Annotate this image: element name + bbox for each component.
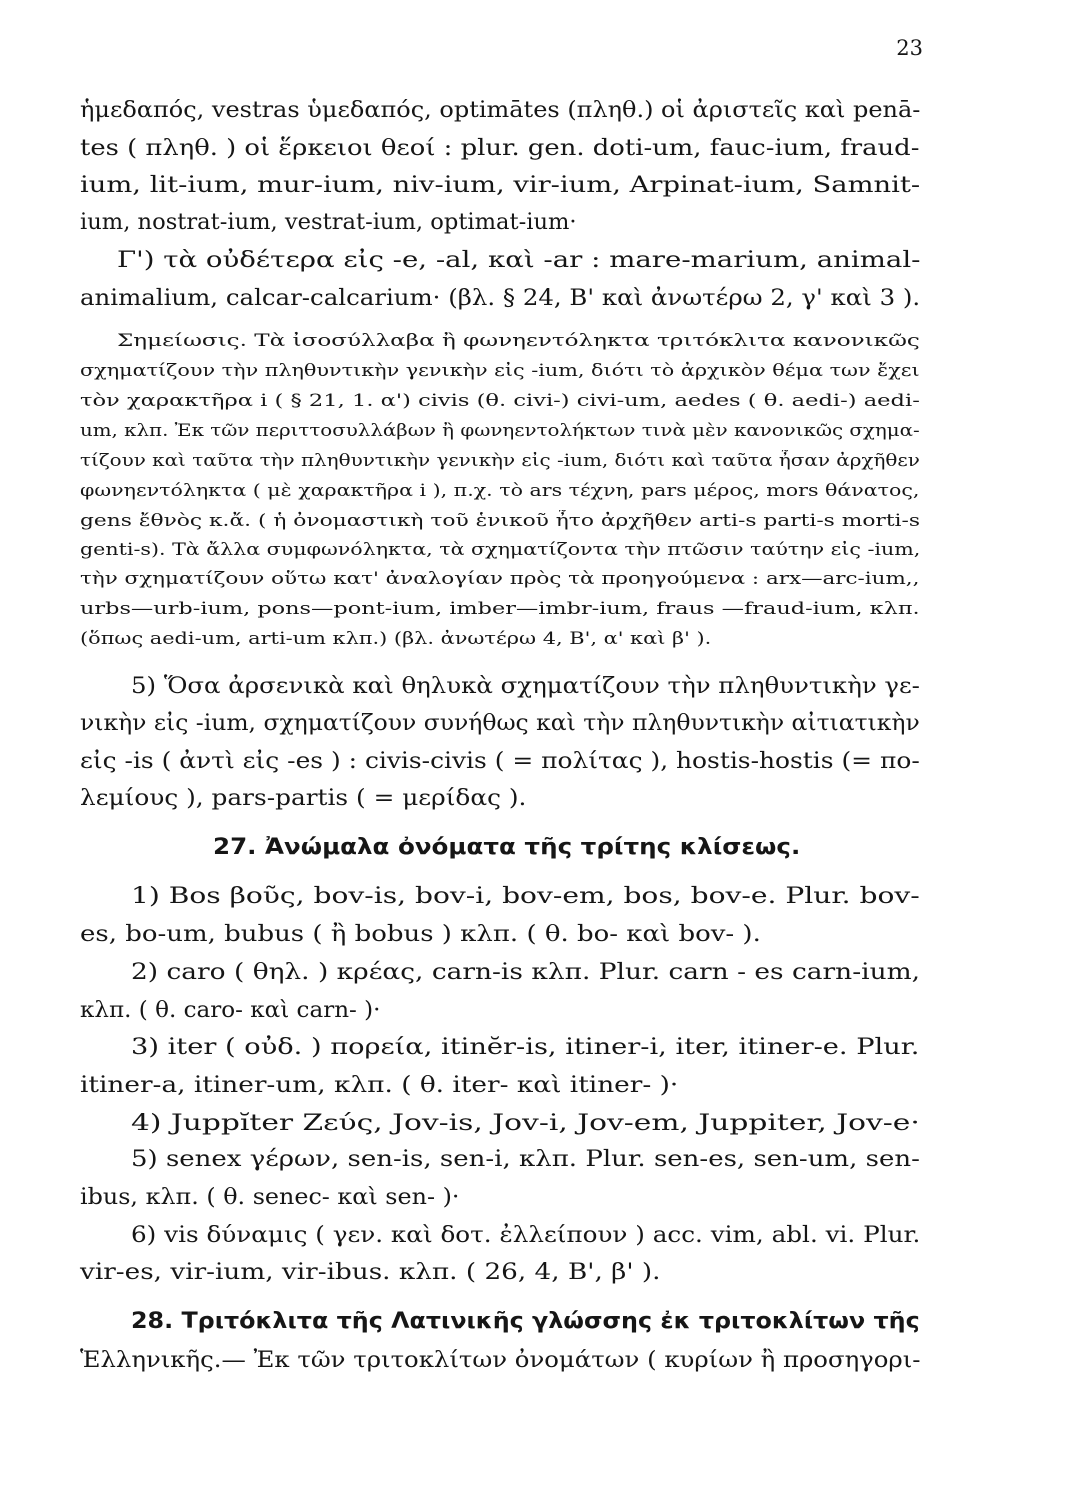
text-line: 1) Bos βοῦς, bov-is, bov-i, bov-em, bos, bov-e. Plur. bov- bbox=[131, 883, 920, 909]
text-line: 6) vis δύναμις ( γεν. καὶ δοτ. ἐλλείπουν ) acc. vim, abl. vi. Plur. bbox=[131, 1222, 921, 1248]
text-line: 3) iter ( οὐδ. ) πορεία, itinĕr-is, itiner-i, iter, itiner-e. Plur. bbox=[131, 1034, 920, 1060]
text-line: ibus, κλπ. ( θ. senec- καὶ sen- )· bbox=[80, 1184, 460, 1210]
text-line: animalium, calcar-calcarium· (βλ. § 24, Β' καὶ ἀνωτέρω 2, γ' καὶ 3 ). bbox=[80, 285, 921, 311]
note-line: τίζουν καὶ ταῦτα τὴν πληθυντικὴν γενικὴν εἰς -ium, διότι καὶ ταῦτα ἦσαν ἀρχῆθεν bbox=[80, 451, 920, 471]
note-line: σχηματίζουν τὴν πληθυντικὴν γενικὴν εἰς -ium, διότι τὸ ἀρχικὸν θέμα των ἔχει bbox=[80, 361, 920, 381]
text-line: λεμίους ), pars-partis ( = μερίδας ). bbox=[80, 785, 527, 811]
section-heading-28: 28. Τριτόκλιτα τῆς Λατινικῆς γλώσσης ἐκ τριτοκλίτων τῆς bbox=[131, 1308, 920, 1334]
text-line: 2) caro ( θηλ. ) κρέας, carn-is κλπ. Plur. carn - es carn-ium, bbox=[131, 959, 921, 985]
text-line: Ἑλληνικῆς.— Ἐκ τῶν τριτοκλίτων ὀνομάτων ( κυρίων ἢ προσηγορι- bbox=[80, 1347, 921, 1373]
text-line: Γ') τὰ οὐδέτερα εἰς -e, -al, καὶ -ar : mare-marium, animal- bbox=[117, 247, 921, 273]
note-line: um, κλπ. Ἐκ τῶν περιττοσυλλάβων ἢ φωνηεντολήκτων τινὰ μὲν κανονικῶς σχημα- bbox=[80, 421, 920, 441]
text-line: εἰς -is ( ἀντὶ εἰς -es ) : civis-civis ( = πολίτας ), hostis-hostis (= πο- bbox=[80, 748, 920, 774]
note-line: genti-s). Τὰ ἄλλα συμφωνόληκτα, τὰ σχηματίζοντα τὴν πτῶσιν ταύτην εἰς -ium, bbox=[80, 540, 921, 560]
note-line: φωνηεντόληκτα ( μὲ χαρακτῆρα i ), π.χ. τὸ ars τέχνη, pars μέρος, mors θάνατος, bbox=[80, 481, 920, 501]
text-line: itiner-a, itiner-um, κλπ. ( θ. iter- καὶ itiner- )· bbox=[80, 1072, 679, 1098]
text-line: 4) Juppĭter Ζεύς, Jov-is, Jov-i, Jov-em, Juppiter, Jov-e· bbox=[131, 1110, 920, 1136]
text-line: 5) Ὅσα ἀρσενικὰ καὶ θηλυκὰ σχηματίζουν τὴν πληθυντικὴν γε- bbox=[131, 673, 920, 699]
text-line: νικὴν εἰς -ium, σχηματίζουν συνήθως καὶ τὴν πληθυντικὴν αἰτιατικὴν bbox=[80, 710, 920, 736]
text-line: vir-es, vir-ium, vir-ibus. κλπ. ( 26, 4, Β', β' ). bbox=[80, 1259, 661, 1285]
text-line: ἡμεδαπός, vestras ὑμεδαπός, optimātes (πληθ.) οἱ ἀριστεῖς καὶ penā- bbox=[80, 97, 921, 123]
text-line: κλπ. ( θ. caro- καὶ carn- )· bbox=[80, 997, 381, 1023]
note-line: urbs—urb-ium, pons—pont-ium, imber—imbr-ium, fraus —fraud-ium, κλπ. bbox=[80, 599, 920, 619]
text-line: 5) senex γέρων, sen-is, sen-i, κλπ. Plur. sen-es, sen-um, sen- bbox=[131, 1146, 920, 1172]
text-line: ium, nostrat-ium, vestrat-ium, optimat-ium· bbox=[80, 209, 577, 235]
note-line: (ὅπως aedi-um, arti-um κλπ.) (βλ. ἀνωτέρω 4, Β', α' καὶ β' ). bbox=[80, 629, 712, 649]
section-heading-27: 27. Ἀνώμαλα ὀνόματα τῆς τρίτης κλίσεως. bbox=[213, 834, 801, 860]
note-line: gens ἔθνὸς κ.ἄ. ( ἡ ὀνομαστικὴ τοῦ ἑνικοῦ ἦτο ἀρχῆθεν arti-s parti-s morti-s bbox=[80, 511, 921, 531]
text-line: tes ( πληθ. ) οἱ ἕρκειοι θεοί : plur. gen. doti-um, fauc-ium, fraud- bbox=[80, 135, 920, 161]
text-line: ium, lit-ium, mur-ium, niv-ium, vir-ium, Arpinat-ium, Samnit- bbox=[80, 172, 921, 198]
note-line: Σημείωσις. Τὰ ἰσοσύλλαβα ἢ φωνηεντόληκτα τριτόκλιτα κανονικῶς bbox=[117, 331, 920, 351]
note-line: τὸν χαρακτῆρα i ( § 21, 1. α') civis (θ. civi-) civi-um, aedes ( θ. aedi-) aedi- bbox=[80, 391, 920, 411]
text-line: es, bo-um, bubus ( ἢ bobus ) κλπ. ( θ. bo- καὶ bov- ). bbox=[80, 921, 761, 947]
page-number: 23 bbox=[896, 36, 923, 60]
note-line: τὴν σχηματίζουν οὕτω κατ' ἀναλογίαν πρὸς τὰ προηγούμενα : arx—arc-ium,, bbox=[80, 569, 920, 589]
